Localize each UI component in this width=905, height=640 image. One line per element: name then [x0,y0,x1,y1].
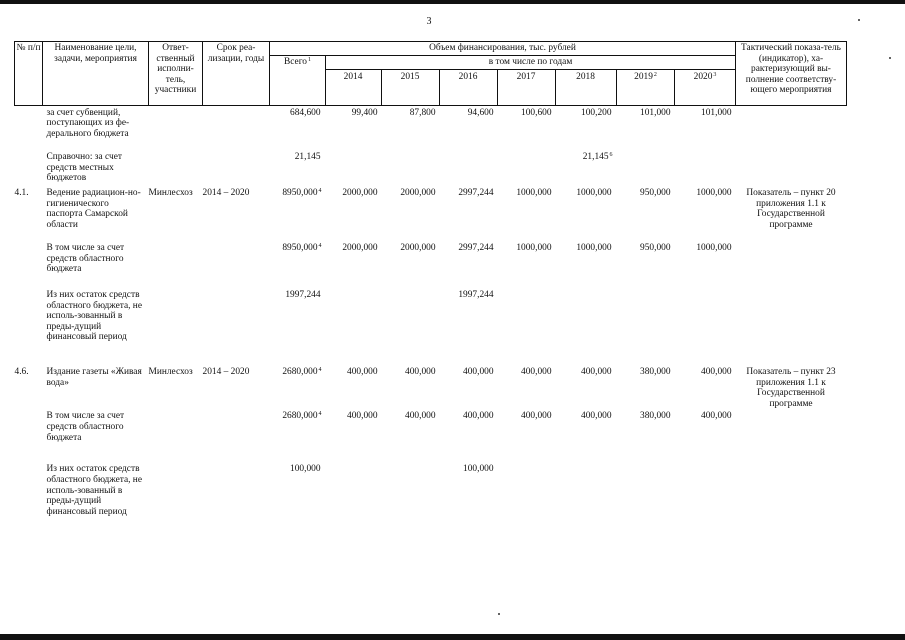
scan-speck [498,613,500,615]
row-label: В том числе за счет средств областного бюджета [46,243,125,275]
row-label: Справочно: за счет средств местных бюджетов [46,152,122,184]
row-label: Ведение радиацион-но-гигиенического паспорта Самарской области [46,188,141,230]
row-year-value: 400,000 [581,411,612,422]
row-year-value: 400,000 [405,411,436,422]
row-year-value: 950,000 [640,188,671,199]
row-indicator [736,241,847,288]
row-year-value [617,150,675,186]
row-total: 1997,244 [285,290,321,301]
row-year-value: 100,000 [463,464,494,475]
row-year-value: 101,000 [701,107,732,118]
row-responsible [149,288,203,365]
row-year-value: 400,000 [581,367,612,378]
row-year-value [326,288,382,365]
table-row [15,365,847,409]
header-year: 2020$^3$ [675,69,736,105]
row-total: 8950,000$^4$ [282,188,322,199]
row-responsible [149,105,203,150]
row-indicator: Показатель – пункт 20 приложения 1.1 к Государственной программе [746,188,836,230]
row-total: 2680,000$^4$ [282,367,322,378]
row-total: 100,000 [290,464,321,475]
row-year-value: 1997,244 [458,290,494,301]
row-year-value [382,150,440,186]
row-number: 4.1. [14,188,29,199]
row-year-value: 400,000 [701,411,732,422]
row-year-value: 21,145$^6$ [582,152,613,163]
row-responsible: Минлесхоз [148,188,193,199]
header-volume: Объем финансирования, тыс. рублей [270,42,736,56]
page-number: 3 [426,16,432,27]
row-year-value [675,288,736,365]
row-year-value [498,288,556,365]
row-responsible: Минлесхоз [148,367,193,378]
row-year-value: 950,000 [640,243,671,254]
row-year-value: 2000,000 [400,188,436,199]
row-year-value: 2000,000 [400,243,436,254]
row-year-value [556,462,617,550]
row-year-value: 380,000 [640,411,671,422]
table-row [15,186,847,241]
row-term [203,241,270,288]
row-number [15,409,43,462]
row-year-value: 400,000 [405,367,436,378]
scan-bottom-border [0,634,905,640]
row-total: 2680,000$^4$ [282,411,322,422]
header-year: 2016 [440,69,498,105]
row-number [15,241,43,288]
row-responsible [149,150,203,186]
row-year-value [556,288,617,365]
header-by-years: в том числе по годам [326,56,736,70]
header-total: Всего$^1$ [270,56,326,106]
row-label: В том числе за счет средств областного бюджета [46,411,125,443]
row-number [15,105,43,150]
row-year-value [440,150,498,186]
table-row [15,462,847,550]
row-responsible [149,462,203,550]
row-term: 2014 – 2020 [202,367,250,378]
scan-speck [889,57,891,59]
row-indicator [736,288,847,365]
row-indicator [736,462,847,550]
row-year-value [498,150,556,186]
row-year-value: 2000,000 [342,243,378,254]
row-year-value: 101,000 [640,107,671,118]
table-row [15,409,847,462]
row-year-value [617,288,675,365]
row-year-value [617,462,675,550]
row-year-value: 400,000 [463,411,494,422]
row-term [203,150,270,186]
header-year: 2014 [326,69,382,105]
header-term: Срок реа-лизации, годы [203,42,270,106]
header-year: 2015 [382,69,440,105]
row-year-value: 94,600 [467,107,494,118]
row-year-value: 400,000 [521,367,552,378]
scan-top-border [0,0,905,4]
table-row [15,105,847,150]
row-total: 684,600 [290,107,321,118]
header-name: Наименование цели, задачи, мероприятия [43,42,149,106]
row-year-value: 400,000 [521,411,552,422]
row-year-value: 99,400 [351,107,378,118]
row-year-value [326,150,382,186]
header-year: 2018 [556,69,617,105]
row-year-value: 2997,244 [458,243,494,254]
row-indicator [736,409,847,462]
table-row [15,241,847,288]
row-label: за счет субвенций, поступающих из фе-дерального бюджета [46,107,130,139]
row-year-value [498,462,556,550]
row-term [203,409,270,462]
row-year-value: 1000,000 [516,188,552,199]
row-responsible [149,409,203,462]
row-indicator: Показатель – пункт 23 приложения 1.1 к Государственной программе [746,367,836,409]
row-indicator [736,105,847,150]
header-year: 2017 [498,69,556,105]
row-number [15,288,43,365]
row-year-value [382,462,440,550]
row-year-value: 87,800 [409,107,436,118]
row-term [203,105,270,150]
row-year-value: 2997,244 [458,188,494,199]
table-row [15,150,847,186]
header-year: 2019$^2$ [617,69,675,105]
row-term [203,462,270,550]
row-number [15,462,43,550]
row-year-value: 400,000 [701,367,732,378]
row-year-value: 1000,000 [576,243,612,254]
row-year-value: 1000,000 [696,243,732,254]
row-label: Из них остаток средств областного бюджета, не исполь-зованный в преды-дущий финансовый период [46,290,142,343]
row-term [203,288,270,365]
row-year-value [382,288,440,365]
row-year-value: 100,600 [521,107,552,118]
row-term: 2014 – 2020 [202,188,250,199]
row-indicator [736,150,847,186]
row-year-value [675,150,736,186]
row-responsible [149,241,203,288]
row-year-value: 380,000 [640,367,671,378]
row-total: 8950,000$^4$ [282,243,322,254]
row-number: 4.6. [14,367,29,378]
row-total: 21,145 [294,152,321,163]
header-no: № п/п [15,42,43,106]
row-year-value: 400,000 [347,411,378,422]
header-responsible: Ответ-ственный исполни-тель, участники [149,42,203,106]
row-label: Из них остаток средств областного бюджета, не исполь-зованный в преды-дущий финансовый период [46,464,142,517]
row-number [15,150,43,186]
row-year-value: 100,200 [581,107,612,118]
row-label: Издание газеты «Живая вода» [46,367,142,388]
row-year-value [326,462,382,550]
row-year-value [675,462,736,550]
row-year-value: 1000,000 [696,188,732,199]
row-year-value: 1000,000 [516,243,552,254]
row-year-value: 1000,000 [576,188,612,199]
scan-speck [858,19,860,21]
table-row [15,288,847,365]
row-year-value: 400,000 [347,367,378,378]
financing-table [14,41,847,550]
row-year-value: 400,000 [463,367,494,378]
row-year-value: 2000,000 [342,188,378,199]
header-indicator: Тактический показа-тель (индикатор), ха-рактеризующий вы-полнение соответству-ющего мероприятия [736,42,847,106]
